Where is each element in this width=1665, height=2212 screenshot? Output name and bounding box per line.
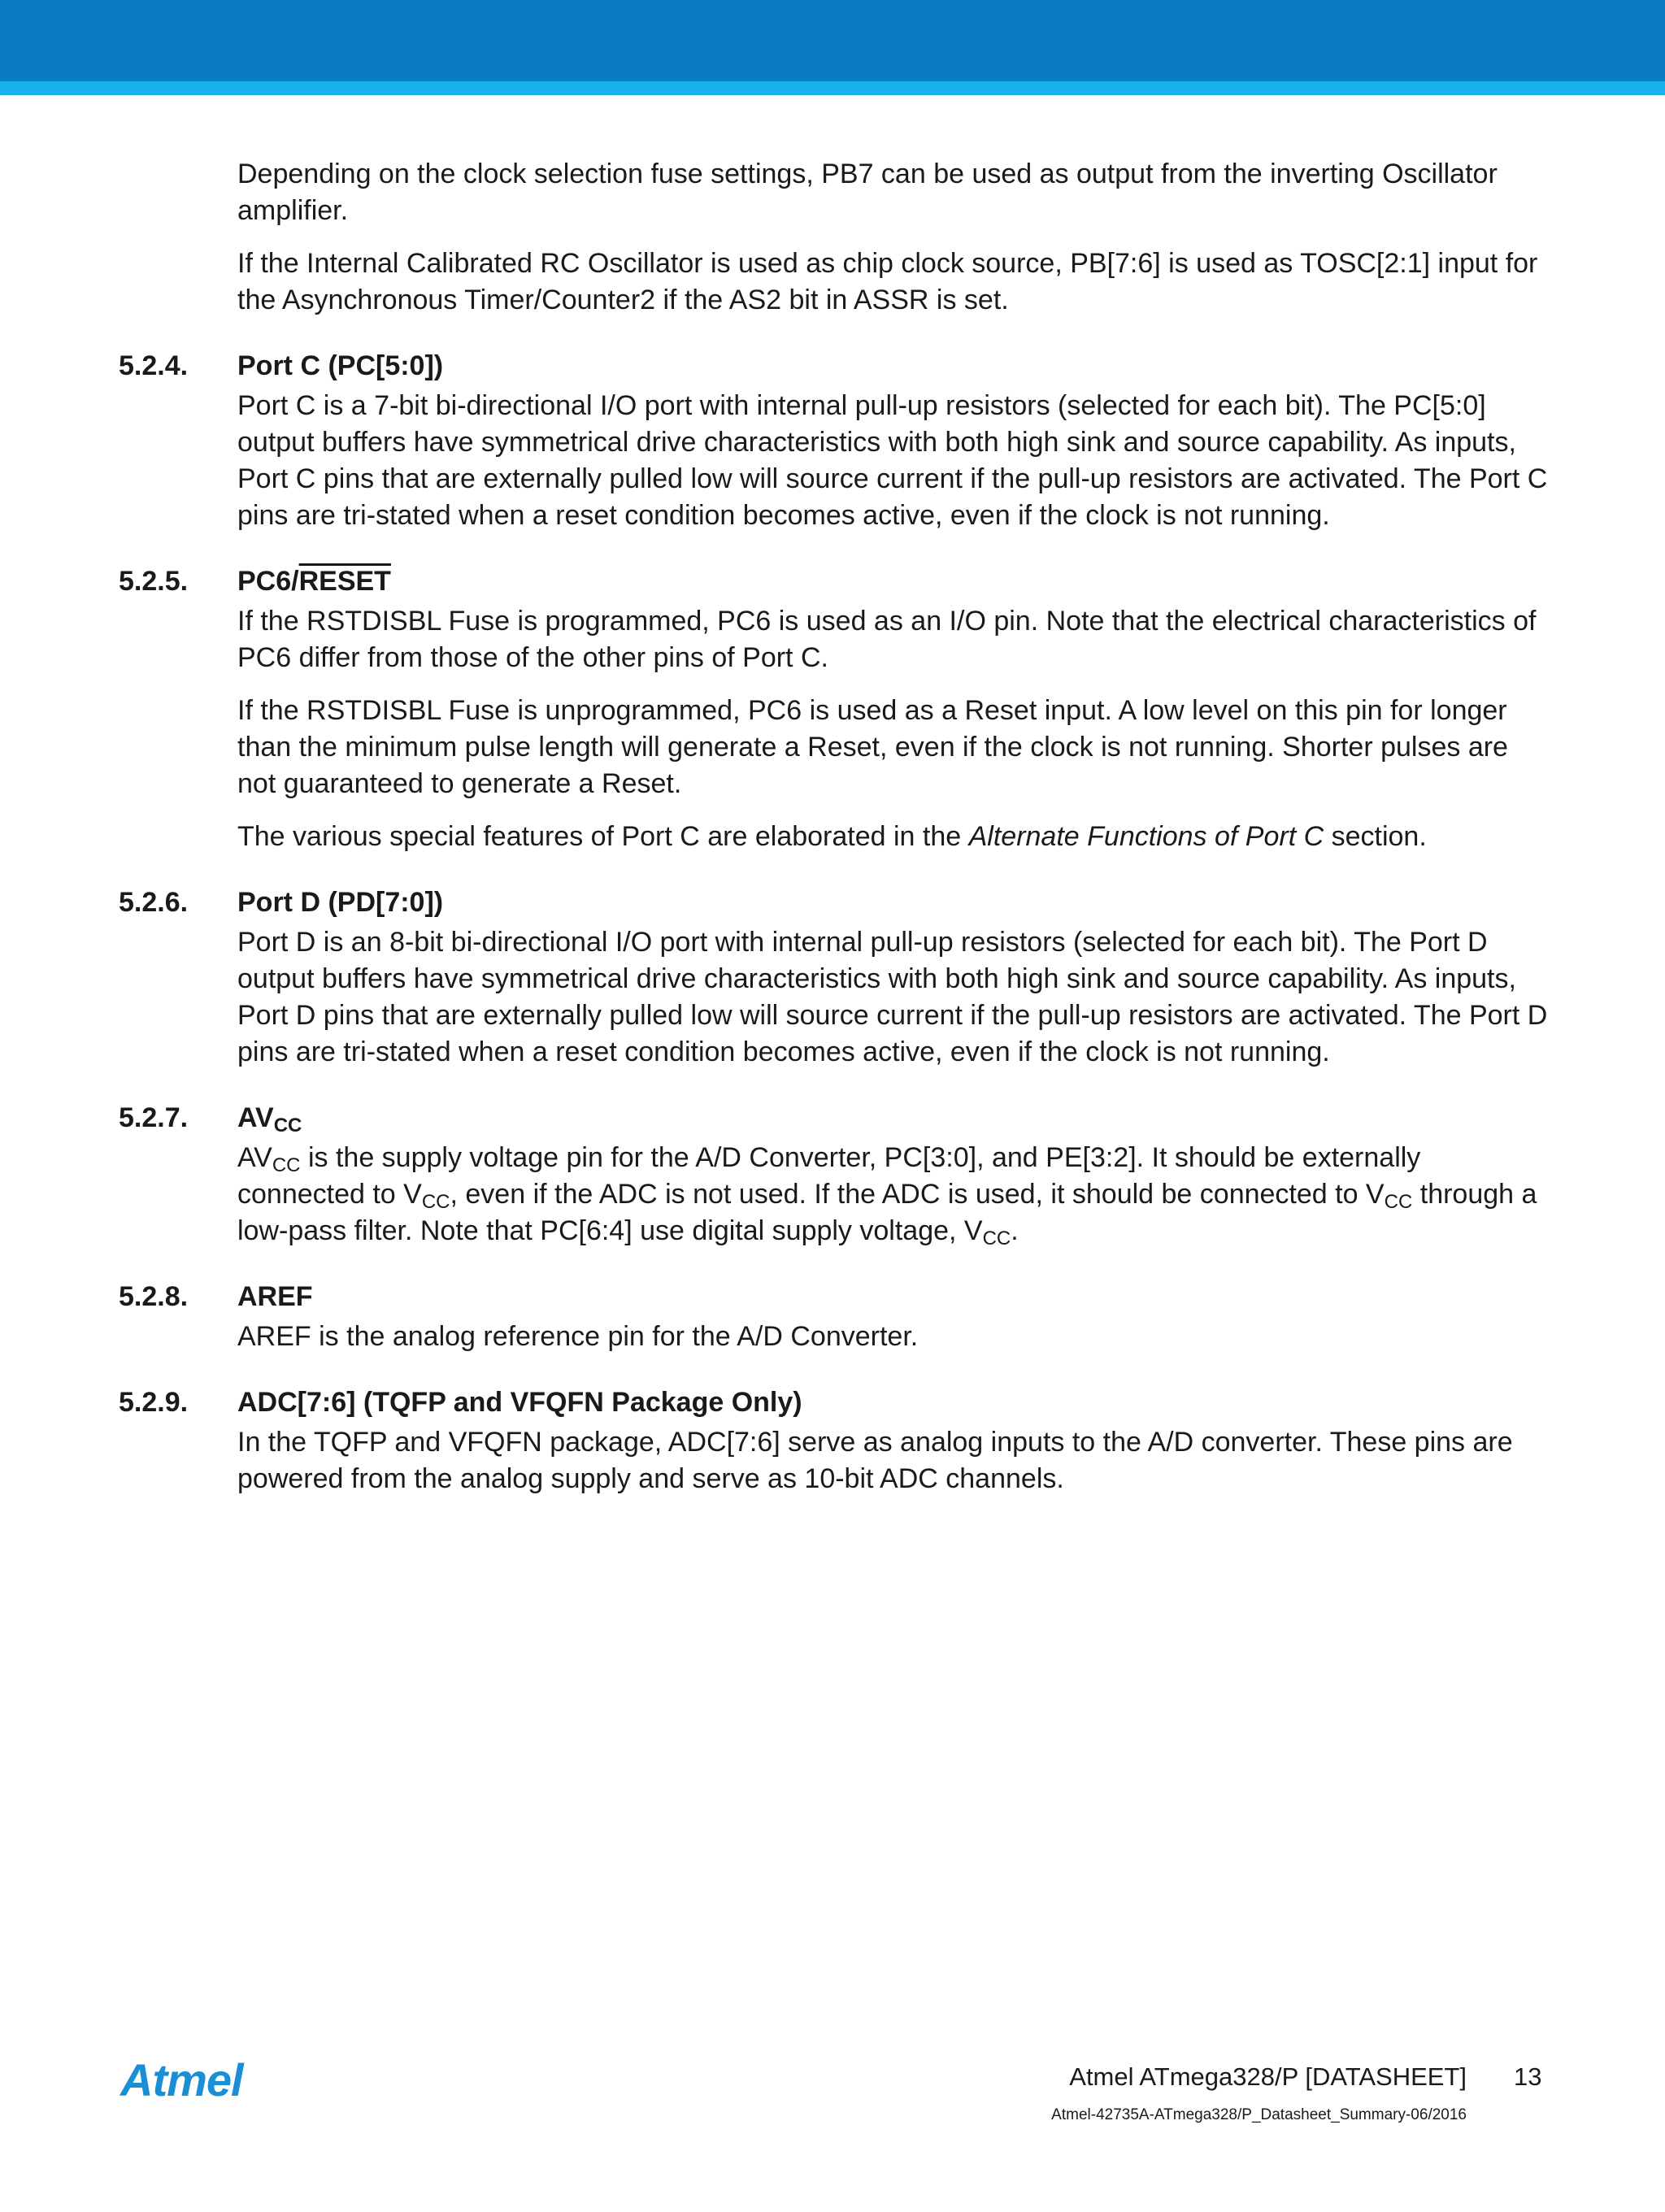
page-content <box>119 156 1550 1514</box>
section-5-2-5 <box>119 563 1550 855</box>
text-run: section. <box>1324 821 1427 852</box>
section-5-2-6 <box>119 884 1550 1071</box>
section-heading <box>119 884 1550 921</box>
atmel-logo <box>119 2055 281 2107</box>
section-heading <box>119 1384 1550 1421</box>
section-5-2-9 <box>119 1384 1550 1497</box>
section-title-prefix: PC6/ <box>237 566 299 597</box>
section-heading <box>119 563 1550 600</box>
section-5-2-8 <box>119 1279 1550 1355</box>
section-number: 5.2.6. <box>119 887 189 918</box>
cross-reference: Alternate Functions of Port C <box>968 821 1324 852</box>
header-band <box>0 0 1665 81</box>
section-number: 5.2.7. <box>119 1102 189 1133</box>
section-title-main: AV <box>237 1102 274 1133</box>
subscript: CC <box>272 1154 301 1176</box>
document-id: Atmel-42735A-ATmega328/P_Datasheet_Summary-06/2016 <box>1051 2106 1467 2123</box>
paragraph: If the RSTDISBL Fuse is programmed, PC6 is used as an I/O pin. Note that the electrical characteristics of PC6 differ from those of the other pins of Port C. <box>237 606 1537 673</box>
section-heading <box>119 1279 1550 1315</box>
text-run: . <box>1011 1215 1019 1246</box>
section-title <box>237 1100 302 1136</box>
section-5-2-7 <box>119 1100 1550 1249</box>
paragraph: Port D is an 8-bit bi-directional I/O port with internal pull-up resistors (selected for each bit). The Port D output buffers have symmetrical drive characteristics with both high sink and source capability. As inputs, Port D pins that are externally pulled low will source current if the pull-up resistors are activated. The Port D pins are tri-stated when a reset condition becomes active, even if the clock is not running. <box>237 927 1548 1067</box>
paragraph: Depending on the clock selection fuse settings, PB7 can be used as output from the inverting Oscillator amplifier. <box>237 159 1498 226</box>
paragraph: Port C is a 7-bit bi-directional I/O port with internal pull-up resistors (selected for each bit). The PC[5:0] output buffers have symmetrical drive characteristics with both high sink and source capability. As inputs, Port C pins that are externally pulled low will source current if the pull-up resistors are activated. The Port C pins are tri-stated when a reset condition becomes active, even if the clock is not running. <box>237 390 1548 531</box>
text-run: The various special features of Port C are elaborated in the <box>237 821 969 852</box>
section-heading <box>119 348 1550 385</box>
subscript: CC <box>273 1115 302 1136</box>
paragraph: If the RSTDISBL Fuse is unprogrammed, PC6 is used as a Reset input. A low level on this pin for longer than the minimum pulse length will generate a Reset, even if the clock is not running. Shorter pulses are not guaranteed to generate a Reset. <box>237 695 1508 799</box>
atmel-logo-text: Atmel <box>120 2055 243 2106</box>
section-number: 5.2.8. <box>119 1281 189 1312</box>
page-number: 13 <box>1514 2062 1542 2091</box>
text-run: AV <box>237 1142 272 1173</box>
text-run: through a low-pass filter. Note that PC[6:4] use digital supply voltage, V <box>237 1179 1537 1246</box>
subscript: CC <box>1384 1191 1413 1213</box>
subscript: CC <box>421 1191 450 1213</box>
footer-title: Atmel ATmega328/P [DATASHEET] <box>1069 2062 1467 2091</box>
subscript: CC <box>982 1228 1011 1249</box>
section-title: Port D (PD[7:0]) <box>237 887 444 918</box>
text-run: , even if the ADC is not used. If the ADC is used, it should be connected to V <box>450 1179 1385 1210</box>
paragraph <box>237 819 1550 855</box>
section-title: AREF <box>237 1281 313 1312</box>
text-run: is the supply voltage pin for the A/D Converter, PC[3:0], and PE[3:2]. It should be externally connected to V <box>237 1142 1421 1210</box>
section-number: 5.2.9. <box>119 1387 189 1418</box>
paragraph: AREF is the analog reference pin for the A/D Converter. <box>237 1321 919 1352</box>
paragraph <box>237 1140 1550 1249</box>
paragraph: If the Internal Calibrated RC Oscillator is used as chip clock source, PB[7:6] is used as TOSC[2:1] input for the Asynchronous Timer/Counter2 if the AS2 bit in ASSR is set. <box>237 248 1538 315</box>
paragraph: In the TQFP and VFQFN package, ADC[7:6] serve as analog inputs to the A/D converter. These pins are powered from the analog supply and serve as 10-bit ADC channels. <box>237 1427 1513 1494</box>
section-title-reset-overline: RESET <box>298 566 391 597</box>
section-title: Port C (PC[5:0]) <box>237 350 444 381</box>
section-title: ADC[7:6] (TQFP and VFQFN Package Only) <box>237 1387 802 1418</box>
section-5-2-4 <box>119 348 1550 534</box>
section-number: 5.2.4. <box>119 350 189 381</box>
section-heading <box>119 1100 1550 1136</box>
section-number: 5.2.5. <box>119 566 189 597</box>
header-stripe <box>0 81 1665 95</box>
section-title <box>237 563 391 600</box>
